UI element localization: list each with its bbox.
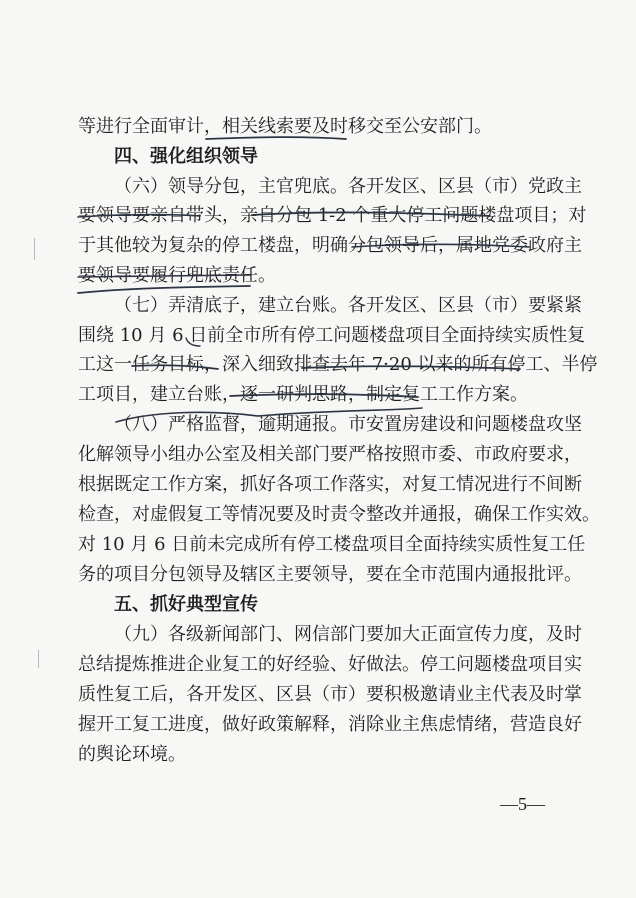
text-line-10: 工项目，建立台账，逐一研判思路，制定复工工作方案。 — [78, 384, 528, 405]
text-line-14: 检查，对虚假复工等情况要及时责令整改并通报，确保工作实效。 — [78, 504, 600, 525]
text-line-11: （八）严格监督，逾期通报。市安置房建设和问题楼盘攻坚 — [114, 414, 582, 435]
section-heading-4: 四、强化组织领导 — [114, 146, 258, 167]
text-line-3: （六）领导分包，主官兜底。各开发区、区县（市）党政主 — [114, 176, 582, 197]
text-line-21: 握开工复工进度，做好政策解释，消除业主焦虑情绪，营造良好 — [78, 714, 582, 735]
text-line-7: （七）弄清底子，建立台账。各开发区、区县（市）要紧紧 — [114, 295, 582, 316]
text-line-18: （九）各级新闻部门、网信部门要加大正面宣传力度，及时 — [114, 624, 582, 645]
text-line-12: 化解领导小组办公室及相关部门要严格按照市委、市政府要求， — [78, 444, 582, 465]
text-line-8: 围绕 10 月 6 日前全市所有停工问题楼盘项目全面持续实质性复 — [78, 325, 586, 346]
page-number: —5— — [500, 794, 545, 814]
text-line-4: 要领导要亲自带头，亲自分包 1-2 个重大停工问题楼盘项目；对 — [78, 205, 587, 226]
text-line-20: 质性复工后，各开发区、区县（市）要积极邀请业主代表及时掌 — [78, 684, 582, 705]
text-line-13: 根据既定工作方案，抓好各项工作落实，对复工情况进行不间断 — [78, 474, 582, 495]
text-line-9: 工这一任务目标，深入细致排查去年 7·20 以来的所有停工、半停 — [78, 354, 598, 375]
text-line-19: 总结提炼推进企业复工的好经验、好做法。停工问题楼盘项目实 — [78, 654, 582, 675]
text-line-1: 等进行全面审计，相关线索要及时移交至公安部门。 — [78, 116, 492, 137]
text-line-16: 务的项目分包领导及辖区主要领导，要在全市范围内通报批评。 — [78, 564, 582, 585]
section-heading-5: 五、抓好典型宣传 — [114, 594, 258, 615]
text-line-6: 要领导要履行兜底责任。 — [78, 265, 276, 286]
text-line-5: 于其他较为复杂的停工楼盘，明确分包领导后，属地党委政府主 — [78, 235, 582, 256]
text-line-22: 的舆论环境。 — [78, 744, 186, 765]
text-line-15: 对 10 月 6 日前未完成所有停工楼盘项目全面持续实质性复工任 — [78, 534, 586, 555]
